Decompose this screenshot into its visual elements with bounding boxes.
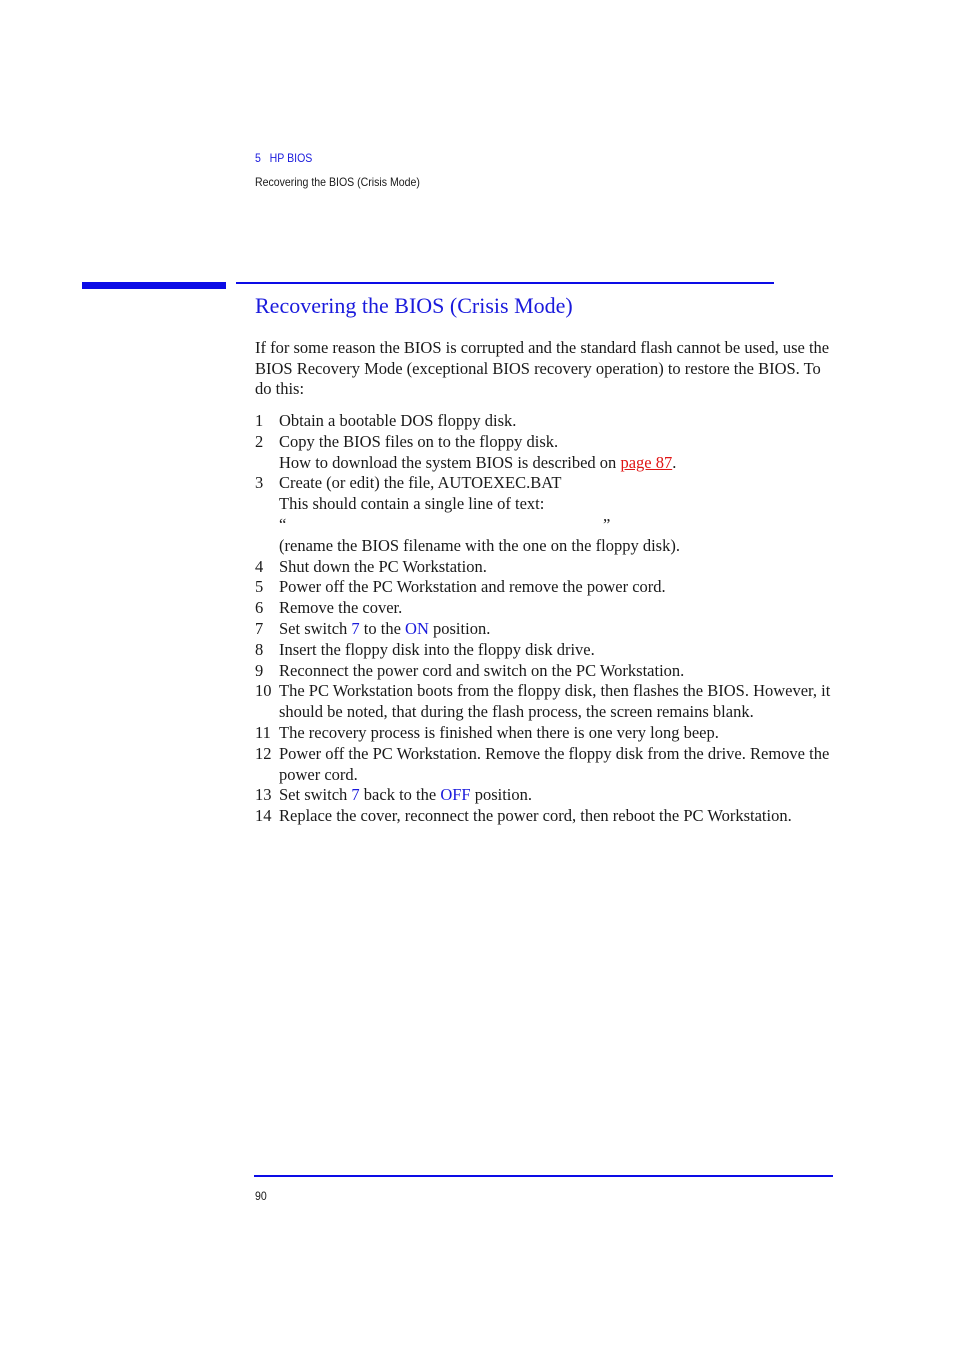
footer-rule (254, 1175, 833, 1177)
running-header-chapter (255, 151, 312, 165)
step-text: Remove the cover. (279, 598, 403, 618)
step-number: 14 (255, 806, 272, 826)
step-11 (255, 723, 835, 744)
step-text: Shut down the PC Workstation. (279, 556, 487, 576)
page-87-link[interactable]: page 87 (620, 452, 673, 472)
quoted-command-line (279, 515, 835, 536)
step-number: 1 (255, 411, 264, 430)
step-4 (255, 557, 835, 578)
step-text: Power off the PC Workstation and remove the power cord. (279, 577, 666, 597)
step-14 (255, 806, 835, 827)
step-text: Replace the cover, reconnect the power cord, then reboot the PC Workstation. (279, 806, 792, 826)
step-number: 3 (255, 473, 264, 493)
step-subtext: (rename the BIOS filename with the one on the floppy disk). (279, 535, 680, 555)
switch-number: 7 (351, 618, 360, 638)
open-quote: “ (279, 514, 287, 534)
step-note (279, 453, 835, 474)
step-9 (255, 661, 835, 682)
switch-number: 7 (351, 785, 360, 805)
chapter-number: 5 (255, 151, 261, 165)
step-text: Power off the PC Workstation. Remove the floppy disk from the drive. Remove the power cord. (279, 743, 830, 784)
step-10 (255, 681, 835, 723)
running-header-section: Recovering the BIOS (Crisis Mode) (255, 175, 420, 189)
step-text-part: position. (470, 785, 533, 805)
step-number: 4 (255, 556, 264, 576)
switch-state: OFF (440, 785, 471, 805)
step-text-part: Set switch (279, 785, 352, 805)
steps-list (255, 411, 835, 827)
switch-state: ON (405, 618, 429, 638)
intro-paragraph: If for some reason the BIOS is corrupted and the standard flash cannot be used, use the BIOS Recovery Mode (exceptional BIOS recovery operation) to restore the BIOS. To do this: (255, 338, 830, 398)
step-6 (255, 598, 835, 619)
step-12 (255, 744, 835, 786)
step-number: 7 (255, 618, 264, 638)
page-number: 90 (255, 1189, 267, 1203)
section-rule-thin (236, 282, 774, 284)
step-number: 10 (255, 681, 272, 701)
step-text: The recovery process is finished when there is one very long beep. (279, 722, 719, 742)
step-number: 6 (255, 598, 264, 618)
section-title: Recovering the BIOS (Crisis Mode) (255, 293, 573, 318)
step-text: Insert the floppy disk into the floppy disk drive. (279, 639, 595, 659)
step-text-part: Set switch (279, 618, 352, 638)
step-number: 13 (255, 785, 272, 805)
step-text: Obtain a bootable DOS floppy disk. (279, 411, 517, 430)
step-number: 2 (255, 431, 264, 451)
step-note-text: How to download the system BIOS is described on (279, 452, 621, 472)
step-text (279, 785, 835, 806)
step-3 (255, 473, 835, 556)
step-subtext: This should contain a single line of text: (279, 494, 545, 514)
step-1 (255, 411, 835, 432)
chapter-title: HP BIOS (269, 151, 313, 165)
step-text: The PC Workstation boots from the floppy disk, then flashes the BIOS. However, it should be noted, that during the flash process, the screen remains blank. (279, 681, 831, 722)
step-text-part: position. (428, 618, 491, 638)
step-number: 11 (255, 722, 271, 742)
section-rule-thick (82, 282, 226, 289)
step-text (279, 619, 835, 640)
step-text: Reconnect the power cord and switch on the PC Workstation. (279, 660, 685, 680)
step-13 (255, 785, 835, 806)
step-number: 8 (255, 639, 264, 659)
step-5 (255, 577, 835, 598)
step-text: Copy the BIOS files on to the floppy disk. (279, 431, 559, 451)
close-quote: ” (603, 514, 611, 534)
step-number: 5 (255, 577, 264, 597)
step-number: 12 (255, 743, 272, 763)
step-text: Create (or edit) the file, AUTOEXEC.BAT (279, 473, 562, 493)
step-7 (255, 619, 835, 640)
step-number: 9 (255, 660, 264, 680)
step-text-part: to the (359, 618, 406, 638)
step-text-part: back to the (359, 785, 441, 805)
step-2 (255, 432, 835, 474)
step-note-end: . (672, 452, 677, 472)
step-8 (255, 640, 835, 661)
